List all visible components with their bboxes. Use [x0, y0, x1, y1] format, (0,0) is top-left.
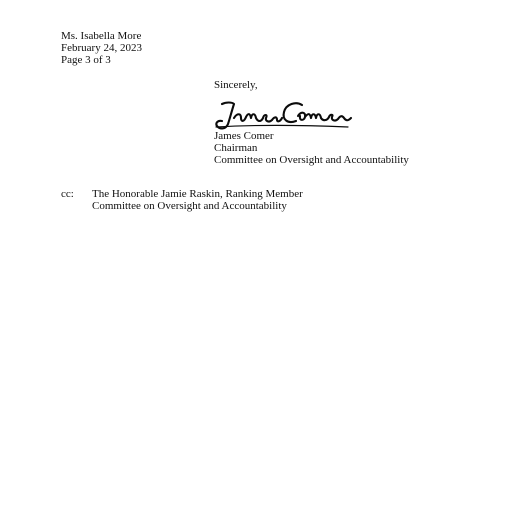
signer-name: James Comer: [214, 130, 274, 142]
letter-date: February 24, 2023: [61, 42, 142, 54]
signer-committee: Committee on Oversight and Accountability: [214, 154, 409, 166]
cc-block: [92, 188, 303, 212]
closing-salutation: Sincerely,: [214, 79, 258, 91]
page-header: [61, 30, 142, 66]
cc-label: cc:: [61, 188, 74, 200]
page-number: Page 3 of 3: [61, 54, 111, 66]
signer-block: [214, 130, 409, 166]
signer-title: Chairman: [214, 142, 258, 154]
cc-committee: Committee on Oversight and Accountability: [92, 200, 287, 212]
recipient-name: Ms. Isabella More: [61, 30, 142, 42]
cc-recipient: The Honorable Jamie Raskin, Ranking Member: [92, 188, 303, 200]
